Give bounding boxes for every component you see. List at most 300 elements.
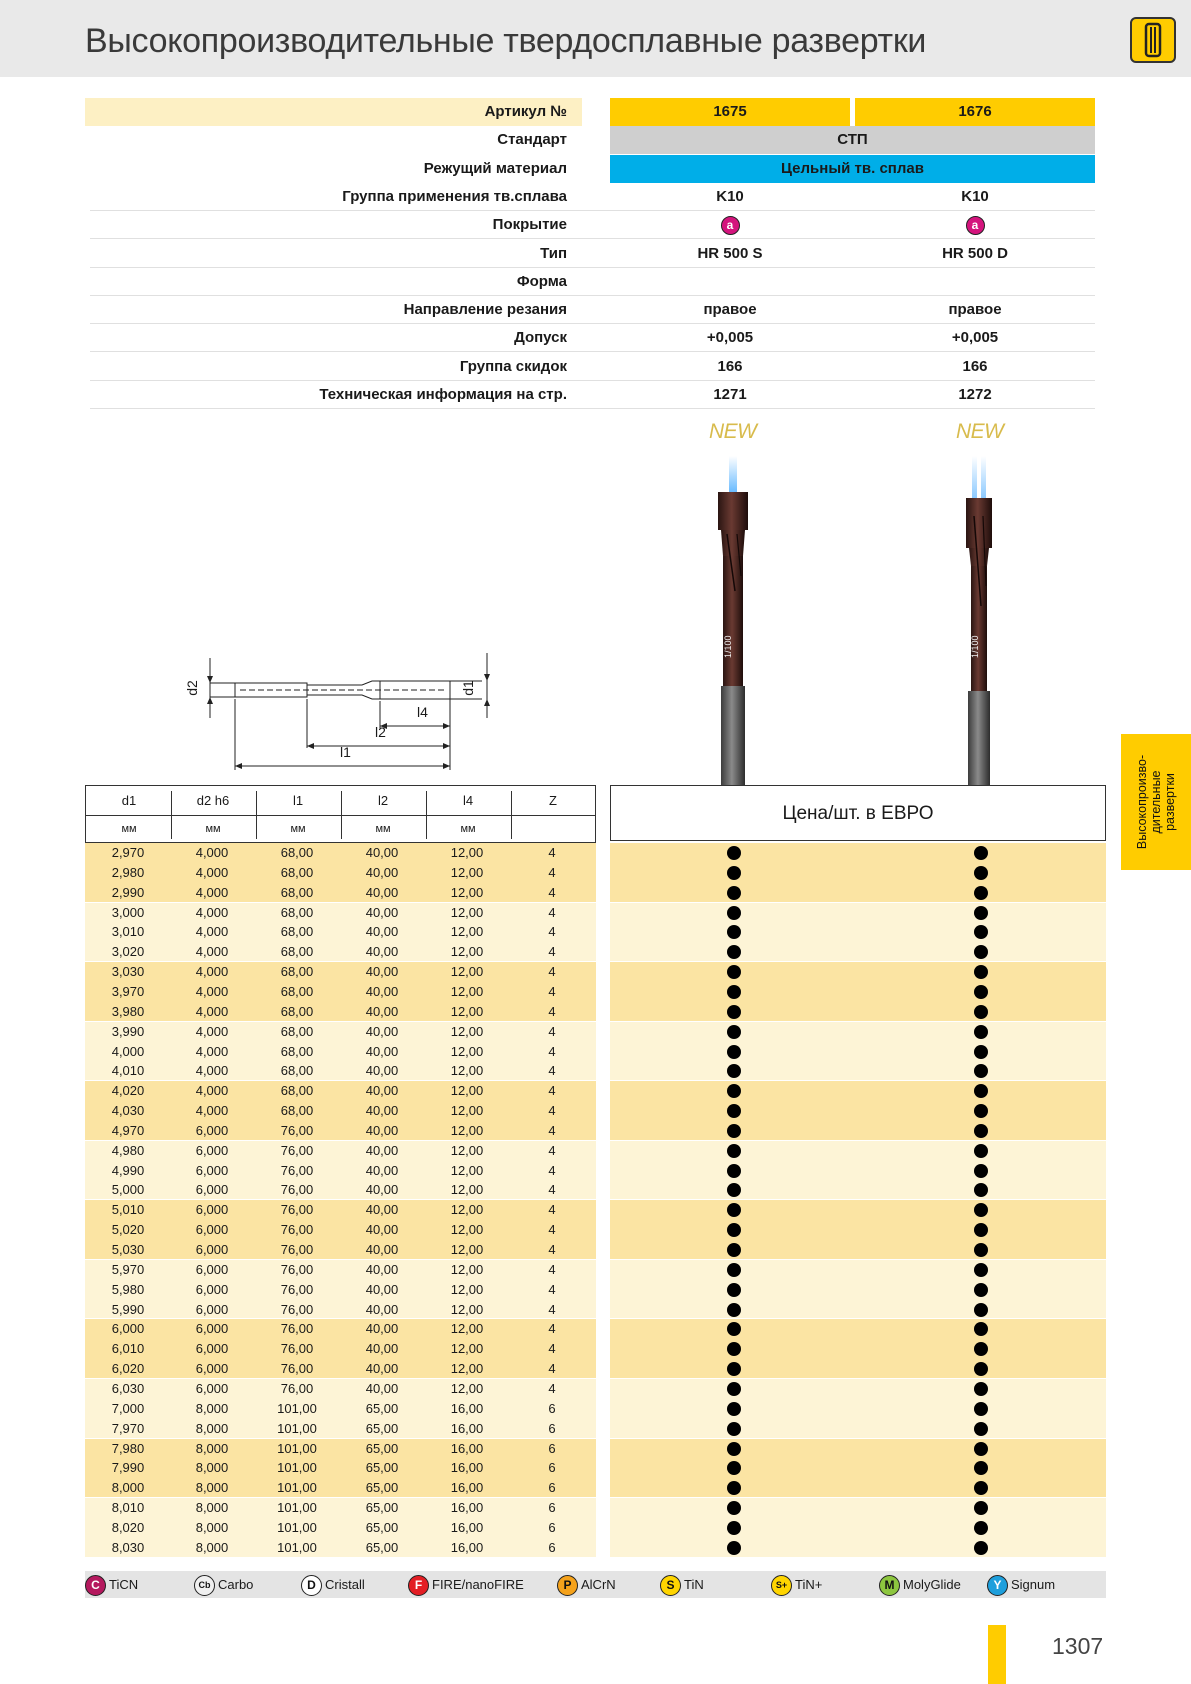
table-cell: 40,00 [365,1321,399,1337]
reamer-logo-icon [1130,17,1176,63]
table-cell: 5,000 [111,1182,145,1198]
spec-value: +0,005 [706,329,754,347]
spec-label: Форма [516,272,567,290]
table-cell: 12,00 [450,864,484,880]
table-row [85,1359,596,1379]
table-cell: 3,970 [111,983,145,999]
coating-badge-icon: P [557,1575,578,1596]
table-row [85,1538,596,1558]
table-cell: 12,00 [450,1380,484,1396]
availability-dot-icon [727,1402,741,1416]
table-cell: 12,00 [450,1182,484,1198]
table-cell: 12,00 [450,1142,484,1158]
table-cell: 76,00 [280,1361,314,1377]
table-cell: 76,00 [280,1321,314,1337]
availability-dot-icon [974,1084,988,1098]
table-cell: 76,00 [280,1380,314,1396]
table-cell: 4,000 [195,904,229,920]
table-cell: 2,980 [111,864,145,880]
table-cell: 12,00 [450,1162,484,1178]
price-row [610,883,1106,903]
table-cell: 4,000 [195,864,229,880]
price-row [610,1081,1106,1101]
table-row [85,1022,596,1042]
price-row [610,1180,1106,1200]
availability-dot-icon [974,945,988,959]
price-row [610,1458,1106,1478]
price-row [610,1399,1106,1419]
table-cell: 12,00 [450,1043,484,1059]
spec-row [85,268,1105,296]
table-cell: 16,00 [450,1420,484,1436]
row-group-separator [85,1557,596,1559]
table-cell: 65,00 [365,1400,399,1416]
table-cell: 12,00 [450,1222,484,1238]
table-row [85,1379,596,1399]
price-row [610,922,1106,942]
table-cell: 4 [548,1083,556,1099]
table-cell: 4 [548,924,556,940]
legend-label: MolyGlide [903,1577,961,1592]
table-cell: 4,000 [195,1043,229,1059]
table-cell: 16,00 [450,1480,484,1496]
table-cell: 5,010 [111,1202,145,1218]
table-cell: 4 [548,1261,556,1277]
availability-dot-icon [727,1501,741,1515]
table-cell: 4 [548,884,556,900]
table-cell: 3,980 [111,1003,145,1019]
availability-dot-icon [727,1005,741,1019]
spec-row [85,324,1105,352]
spec-label: Направление резания [403,301,567,319]
table-cell: 101,00 [277,1460,317,1476]
table-cell: 12,00 [450,1122,484,1138]
availability-dot-icon [727,906,741,920]
table-row [85,942,596,962]
table-cell: 65,00 [365,1420,399,1436]
price-row [610,1439,1106,1459]
table-cell: 6,000 [195,1202,229,1218]
table-cell: 68,00 [280,983,314,999]
table-cell: 6 [548,1420,556,1436]
table-cell: 6,030 [111,1380,145,1396]
price-row [610,962,1106,982]
table-cell: 3,000 [111,904,145,920]
column-divider [341,791,342,839]
table-cell: 8,000 [195,1539,229,1555]
availability-dot-icon [974,846,988,860]
table-cell: 4,000 [195,1003,229,1019]
table-row [85,863,596,883]
side-tab-line: Высокопроизво- [1135,754,1149,850]
legend-item [301,1574,365,1596]
price-row [610,982,1106,1002]
legend-label: Carbo [218,1577,254,1592]
column-divider [256,791,257,839]
price-row [610,863,1106,883]
table-cell: 76,00 [280,1142,314,1158]
table-cell: 40,00 [365,1162,399,1178]
spec-value: 1676 [855,98,1095,126]
table-row [85,1260,596,1280]
availability-dot-icon [727,1303,741,1317]
table-cell: 40,00 [365,1301,399,1317]
table-cell: 101,00 [277,1480,317,1496]
table-cell: 40,00 [365,845,399,860]
price-row [610,1061,1106,1081]
table-cell: 101,00 [277,1420,317,1436]
page-header [0,0,1191,77]
table-row [85,1458,596,1478]
table-cell: 3,020 [111,944,145,960]
table-cell: 40,00 [365,1182,399,1198]
table-cell: 4 [548,1202,556,1218]
spec-value: 166 [962,357,988,375]
table-row [85,1081,596,1101]
table-cell: 40,00 [365,1281,399,1297]
column-header: l1 [292,793,304,808]
article-row-gap [595,98,610,126]
spec-row [85,353,1105,381]
dim-label-d1: d1 [459,680,476,696]
table-cell: 6 [548,1519,556,1535]
availability-dot-icon [974,1223,988,1237]
price-row [610,1518,1106,1538]
table-cell: 40,00 [365,1103,399,1119]
price-row [610,903,1106,923]
table-cell: 101,00 [277,1519,317,1535]
availability-dot-icon [727,1283,741,1297]
table-cell: 40,00 [365,1122,399,1138]
price-row [610,1141,1106,1161]
availability-dot-icon [974,925,988,939]
table-row [85,1498,596,1518]
table-cell: 4 [548,1281,556,1297]
price-row [610,1300,1106,1320]
price-row [610,1042,1106,1062]
table-cell: 40,00 [365,1261,399,1277]
page-number: 1307 [1052,1633,1104,1659]
spec-label: Техническая информация на стр. [319,386,567,403]
table-cell: 76,00 [280,1182,314,1198]
availability-dot-icon [727,1481,741,1495]
availability-dot-icon [727,1064,741,1078]
table-cell: 16,00 [450,1500,484,1516]
table-cell: 68,00 [280,864,314,880]
table-row [85,1300,596,1320]
table-row [85,1002,596,1022]
column-unit: мм [375,823,391,835]
availability-dot-icon [727,1442,741,1456]
spec-label: Тип [540,244,567,262]
table-row [85,1061,596,1081]
table-cell: 4 [548,1063,556,1079]
table-row [85,1161,596,1181]
price-row [610,1359,1106,1379]
legend-label: FIRE/nanoFIRE [432,1577,524,1592]
price-row [610,1538,1106,1558]
coating-a-icon: a [966,216,985,235]
table-cell: 4,000 [195,964,229,980]
table-cell: 6 [548,1460,556,1476]
availability-dot-icon [727,1422,741,1436]
coating-badge-icon: C [85,1575,106,1596]
spec-row [85,126,1105,154]
table-cell: 65,00 [365,1500,399,1516]
availability-dot-icon [727,985,741,999]
table-cell: 40,00 [365,944,399,960]
table-cell: 6 [548,1500,556,1516]
price-row [610,1478,1106,1498]
table-cell: 65,00 [365,1539,399,1555]
availability-dot-icon [974,1342,988,1356]
svg-text:1/100: 1/100 [723,635,733,658]
table-cell: 4,990 [111,1162,145,1178]
table-cell: 12,00 [450,1341,484,1357]
availability-dot-icon [974,1064,988,1078]
table-cell: 2,990 [111,884,145,900]
table-cell: 4 [548,1301,556,1317]
table-cell: 6,000 [195,1242,229,1257]
availability-dot-icon [727,1342,741,1356]
table-cell: 8,000 [195,1519,229,1535]
availability-dot-icon [974,1481,988,1495]
table-cell: 8,010 [111,1500,145,1516]
availability-dot-icon [974,1164,988,1178]
availability-dot-icon [727,1382,741,1396]
legend-item [408,1574,524,1596]
availability-dot-icon [974,985,988,999]
availability-dot-icon [727,1084,741,1098]
availability-dot-icon [974,1124,988,1138]
price-row [610,1419,1106,1439]
table-cell: 6 [548,1440,556,1456]
page-title: Высокопроизводительные твердосплавные развертки [85,22,927,60]
column-header: l2 [377,793,389,808]
spec-value: 1272 [958,386,992,403]
svg-text:1/100: 1/100 [970,635,980,658]
table-cell: 4 [548,1182,556,1198]
table-cell: 4,000 [195,944,229,960]
legend-label: Cristall [325,1577,365,1592]
table-cell: 65,00 [365,1460,399,1476]
spec-value: HR 500 S [697,244,763,262]
table-row [85,962,596,982]
coating-badge-icon: D [301,1575,322,1596]
table-cell: 68,00 [280,1023,314,1039]
table-row [85,1439,596,1459]
table-cell: 6,000 [195,1281,229,1297]
table-cell: 6,000 [195,1301,229,1317]
table-cell: 4,000 [195,983,229,999]
price-row [610,1161,1106,1181]
table-cell: 6,000 [195,1341,229,1357]
table-row [85,1220,596,1240]
table-cell: 4 [548,1103,556,1119]
availability-dot-icon [974,1183,988,1197]
coating-cell [610,211,850,239]
table-cell: 12,00 [450,1083,484,1099]
price-row [610,1240,1106,1260]
table-cell: 76,00 [280,1242,314,1257]
table-cell: 101,00 [277,1440,317,1456]
spec-label: Группа скидок [459,357,567,375]
availability-dot-icon [727,1243,741,1257]
table-cell: 5,030 [111,1242,145,1257]
table-cell: 12,00 [450,1023,484,1039]
table-cell: 4,980 [111,1142,145,1158]
table-cell: 6,000 [195,1261,229,1277]
table-cell: 16,00 [450,1539,484,1555]
table-cell: 4,000 [195,1063,229,1079]
spec-label: Артикул № [85,98,582,126]
spec-value: правое [948,301,1002,319]
table-cell: 65,00 [365,1480,399,1496]
table-cell: 16,00 [450,1400,484,1416]
availability-dot-icon [974,1243,988,1257]
side-tab-line: развертки [1163,773,1177,831]
spec-label: Покрытие [492,216,567,234]
table-row [85,1319,596,1339]
table-cell: 4,000 [195,1083,229,1099]
availability-dot-icon [974,1521,988,1535]
table-cell: 40,00 [365,983,399,999]
availability-dot-icon [727,965,741,979]
coating-badge-icon: F [408,1575,429,1596]
table-cell: 6,000 [195,1380,229,1396]
table-cell: 6,000 [195,1222,229,1238]
table-row [85,843,596,863]
table-cell: 12,00 [450,884,484,900]
availability-dot-icon [727,945,741,959]
coating-badge-icon: S+ [771,1575,792,1596]
table-cell: 101,00 [277,1539,317,1555]
table-row [85,1141,596,1161]
table-cell: 40,00 [365,1341,399,1357]
availability-dot-icon [974,1362,988,1376]
table-cell: 12,00 [450,904,484,920]
availability-dot-icon [974,1541,988,1555]
table-cell: 4 [548,1043,556,1059]
availability-dot-icon [727,1203,741,1217]
spec-label: Группа применения тв.сплава [342,187,567,205]
table-cell: 7,000 [111,1400,145,1416]
availability-dot-icon [974,1402,988,1416]
table-cell: 76,00 [280,1341,314,1357]
table-cell: 4,000 [111,1043,145,1059]
table-cell: 40,00 [365,884,399,900]
table-cell: 16,00 [450,1460,484,1476]
table-cell: 4 [548,944,556,960]
coating-cell [855,211,1095,239]
legend-item [879,1574,961,1596]
table-cell: 4,000 [195,1023,229,1039]
table-cell: 4 [548,1321,556,1337]
spec-value: K10 [961,187,989,205]
table-cell: 6,010 [111,1341,145,1357]
table-row [85,1518,596,1538]
table-row [85,883,596,903]
price-row [610,1280,1106,1300]
table-cell: 76,00 [280,1301,314,1317]
table-cell: 68,00 [280,924,314,940]
table-cell: 68,00 [280,904,314,920]
table-cell: 4,000 [195,1103,229,1119]
table-cell: 12,00 [450,1321,484,1337]
table-cell: 4 [548,983,556,999]
table-cell: 8,000 [195,1500,229,1516]
spec-value: 1675 [610,98,850,126]
spec-row [85,296,1105,324]
spec-label: Режущий материал [423,159,567,177]
table-cell: 4,000 [195,845,229,860]
availability-dot-icon [727,866,741,880]
table-cell: 4 [548,964,556,980]
column-divider [171,791,172,839]
price-row [610,1498,1106,1518]
table-cell: 16,00 [450,1519,484,1535]
table-cell: 7,990 [111,1460,145,1476]
table-cell: 68,00 [280,884,314,900]
table-row [85,1339,596,1359]
table-cell: 40,00 [365,904,399,920]
table-row [85,1200,596,1220]
column-unit: мм [121,823,137,835]
column-unit: мм [290,823,306,835]
availability-dot-icon [974,1461,988,1475]
table-cell: 12,00 [450,1361,484,1377]
availability-dot-icon [974,1025,988,1039]
availability-dot-icon [974,1283,988,1297]
table-cell: 40,00 [365,924,399,940]
table-cell: 12,00 [450,1281,484,1297]
spec-value [855,268,1095,296]
table-cell: 40,00 [365,1023,399,1039]
table-cell: 8,000 [195,1420,229,1436]
spec-value: правое [703,301,757,319]
spec-row [85,155,1105,183]
table-cell: 6,000 [195,1182,229,1198]
table-cell: 6,000 [195,1122,229,1138]
table-cell: 8,000 [111,1480,145,1496]
legend-label: Signum [1011,1577,1056,1592]
table-cell: 4 [548,1380,556,1396]
table-cell: 76,00 [280,1261,314,1277]
table-cell: 68,00 [280,944,314,960]
table-cell: 16,00 [450,1440,484,1456]
spec-value: 166 [717,357,743,375]
table-cell: 6,000 [111,1321,145,1337]
legend-item [987,1574,1055,1596]
legend-label: TiCN [109,1577,139,1592]
table-cell: 6 [548,1400,556,1416]
table-cell: 12,00 [450,1063,484,1079]
availability-dot-icon [974,866,988,880]
table-cell: 4 [548,1222,556,1238]
spec-value-span: СТП [610,126,1095,154]
price-header: Цена/шт. в ЕВРО [610,785,1106,841]
table-cell: 40,00 [365,1063,399,1079]
availability-dot-icon [727,1025,741,1039]
table-cell: 4 [548,1361,556,1377]
table-cell: 4,010 [111,1063,145,1079]
price-row [610,1319,1106,1339]
spec-value-span: Цельный тв. сплав [610,155,1095,183]
spec-row [85,211,1105,239]
availability-dot-icon [974,1382,988,1396]
row-group-separator [610,1557,1106,1559]
table-cell: 40,00 [365,1003,399,1019]
